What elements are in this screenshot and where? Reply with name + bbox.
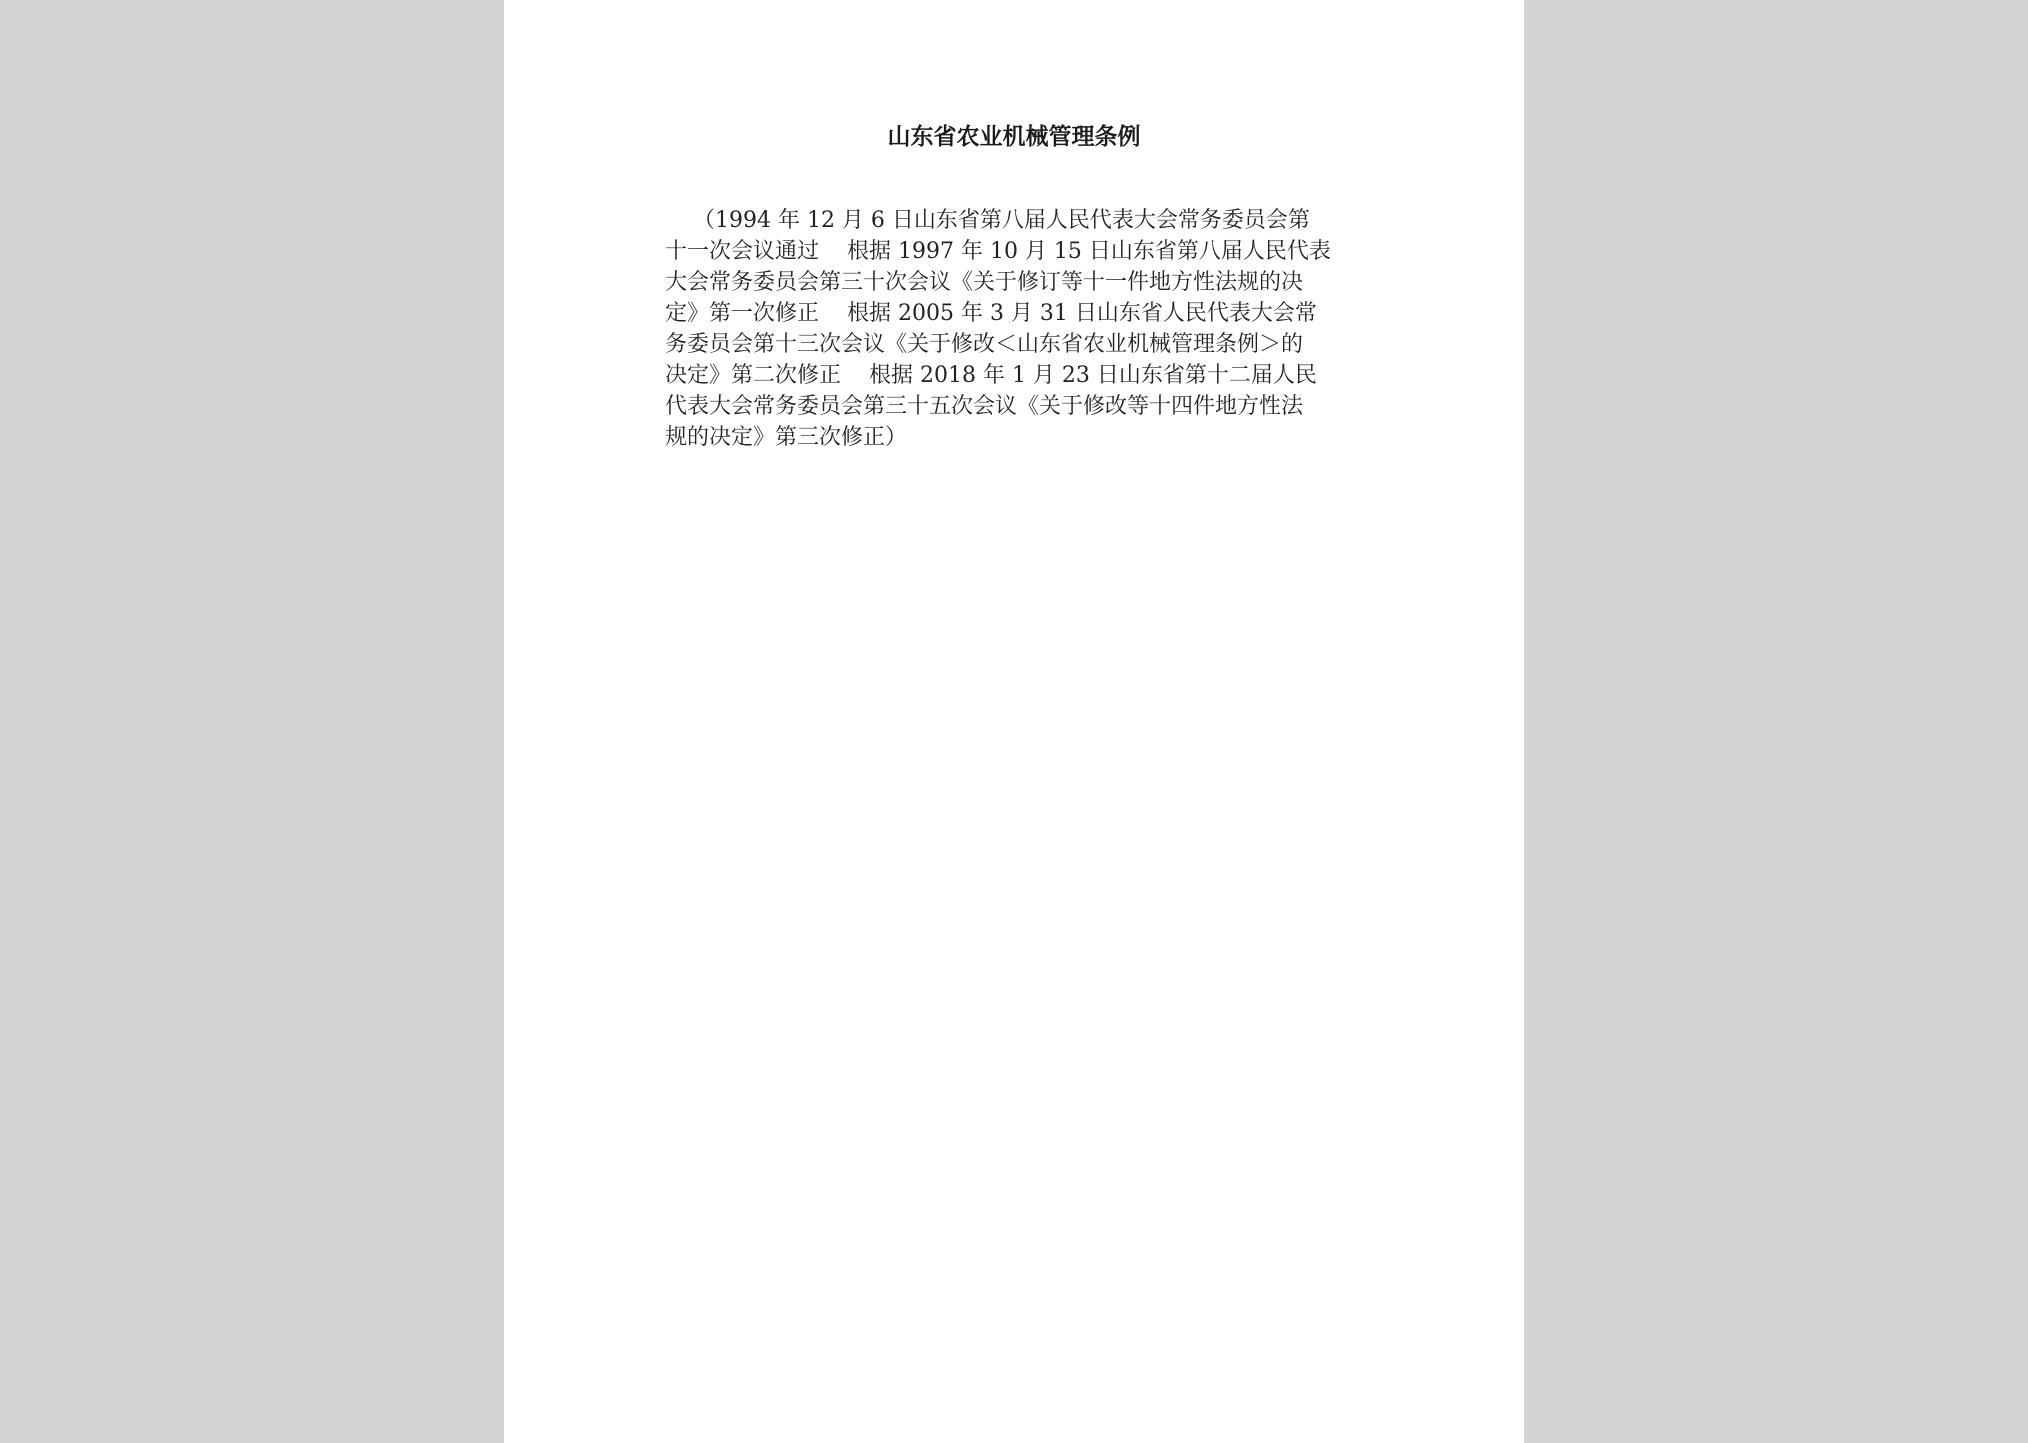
preamble-line: 大会常务委员会第三十次会议《关于修订等十一件地方性法规的决 xyxy=(665,270,1304,295)
preamble-line: 代表大会常务委员会第三十五次会议《关于修改等十四件地方性法 xyxy=(665,394,1304,419)
preamble-line: 定》第一次修正 根据 2005 年 3 月 31 日山东省人民代表大会常 xyxy=(665,301,1317,326)
preamble-line: 规的决定》第三次修正） xyxy=(665,425,908,450)
document-title: 山东省农业机械管理条例 xyxy=(887,123,1141,150)
document-preamble xyxy=(665,205,1375,453)
preamble-line: （1994 年 12 月 6 日山东省第八届人民代表大会常务委员会第 xyxy=(665,208,1310,233)
preamble-line: 决定》第二次修正 根据 2018 年 1 月 23 日山东省第十二届人民 xyxy=(665,363,1317,388)
document-page xyxy=(504,0,1524,1443)
preamble-line: 务委员会第十三次会议《关于修改＜山东省农业机械管理条例＞的 xyxy=(665,332,1304,357)
preamble-line: 十一次会议通过 根据 1997 年 10 月 15 日山东省第八届人民代表 xyxy=(665,239,1331,264)
